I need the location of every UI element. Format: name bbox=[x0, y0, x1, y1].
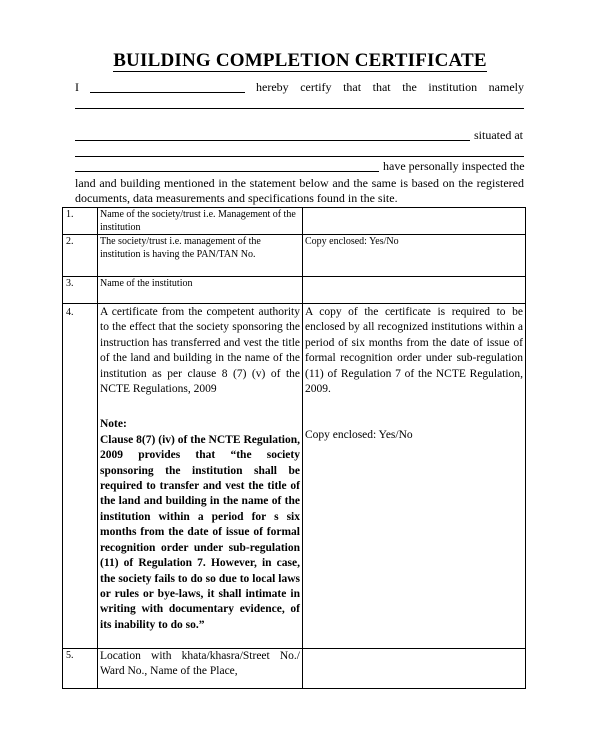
row-label-cell bbox=[98, 304, 303, 649]
row-value[interactable] bbox=[303, 277, 526, 304]
row-label: Name of the society/trust i.e. Management of the institution bbox=[98, 208, 303, 235]
row-value: Copy enclosed: Yes/No bbox=[303, 235, 526, 277]
row-number: 5. bbox=[63, 649, 98, 689]
address-blank-line bbox=[75, 156, 524, 157]
intro-line4: land and building mentioned in the statement below and the same is based on the registered bbox=[75, 176, 524, 190]
row-value[interactable] bbox=[303, 208, 526, 235]
row-value-cell bbox=[303, 304, 526, 649]
row-label: Location with khata/khasra/Street No./ Ward No., Name of the Place, bbox=[98, 649, 303, 689]
table-row bbox=[63, 649, 526, 689]
name-blank-line bbox=[90, 92, 245, 93]
row-number: 4. bbox=[63, 304, 98, 649]
row-label: A certificate from the competent authority to the effect that the society sponsoring the instruction has transferred and vest the title of the land and building in the name of the institution as per clause 8 (7) (v) of the NCTE Regulations, 2009 bbox=[100, 306, 300, 396]
row-value[interactable] bbox=[303, 649, 526, 689]
table-row bbox=[63, 208, 526, 235]
institution-blank-line-2 bbox=[75, 140, 470, 141]
row-label: Name of the institution bbox=[98, 277, 303, 304]
intro-inspected: have personally inspected the bbox=[383, 159, 525, 173]
intro-situated: situated at bbox=[474, 128, 523, 142]
table-row bbox=[63, 304, 526, 649]
row-number: 3. bbox=[63, 277, 98, 304]
row-number: 2. bbox=[63, 235, 98, 277]
copy-enclosed: Copy enclosed: Yes/No bbox=[305, 429, 413, 442]
table-row bbox=[63, 235, 526, 277]
row-value: A copy of the certificate is required to be enclosed by all recognized institutions within a period of six months from the date of issue of formal recognition order under sub-regulation (11) of Regulation 7 of the NCTE Regulation, 2009. bbox=[305, 306, 523, 396]
institution-blank-line bbox=[75, 108, 524, 109]
row-label: The society/trust i.e. management of the institution is having the PAN/TAN No. bbox=[98, 235, 303, 277]
intro-i: I bbox=[75, 80, 79, 94]
intro-line5: documents, data measurements and specifications found in the site. bbox=[75, 191, 398, 205]
address-blank-line-2 bbox=[75, 171, 379, 172]
intro-hereby: hereby certify that that the institution namely bbox=[256, 80, 524, 94]
note-text: Clause 8(7) (iv) of the NCTE Regulation, 2009 provides that “the society sponsoring the institution shall be required to transfer and vest the title of the land and building in the name of the institution within a period for s six months from the date of issue of formal recognition order under sub-regulation (11) of Regulation 7. However, in case, the society fails to do so due to local laws or rules or bye-laws, it shall intimate in writing with documentary evidence, of its inability to do so.” bbox=[100, 433, 300, 631]
table-row bbox=[63, 277, 526, 304]
statement-table bbox=[62, 207, 526, 689]
document-title: BUILDING COMPLETION CERTIFICATE bbox=[113, 50, 487, 71]
note-heading: Note: bbox=[100, 418, 127, 431]
row-number: 1. bbox=[63, 208, 98, 235]
